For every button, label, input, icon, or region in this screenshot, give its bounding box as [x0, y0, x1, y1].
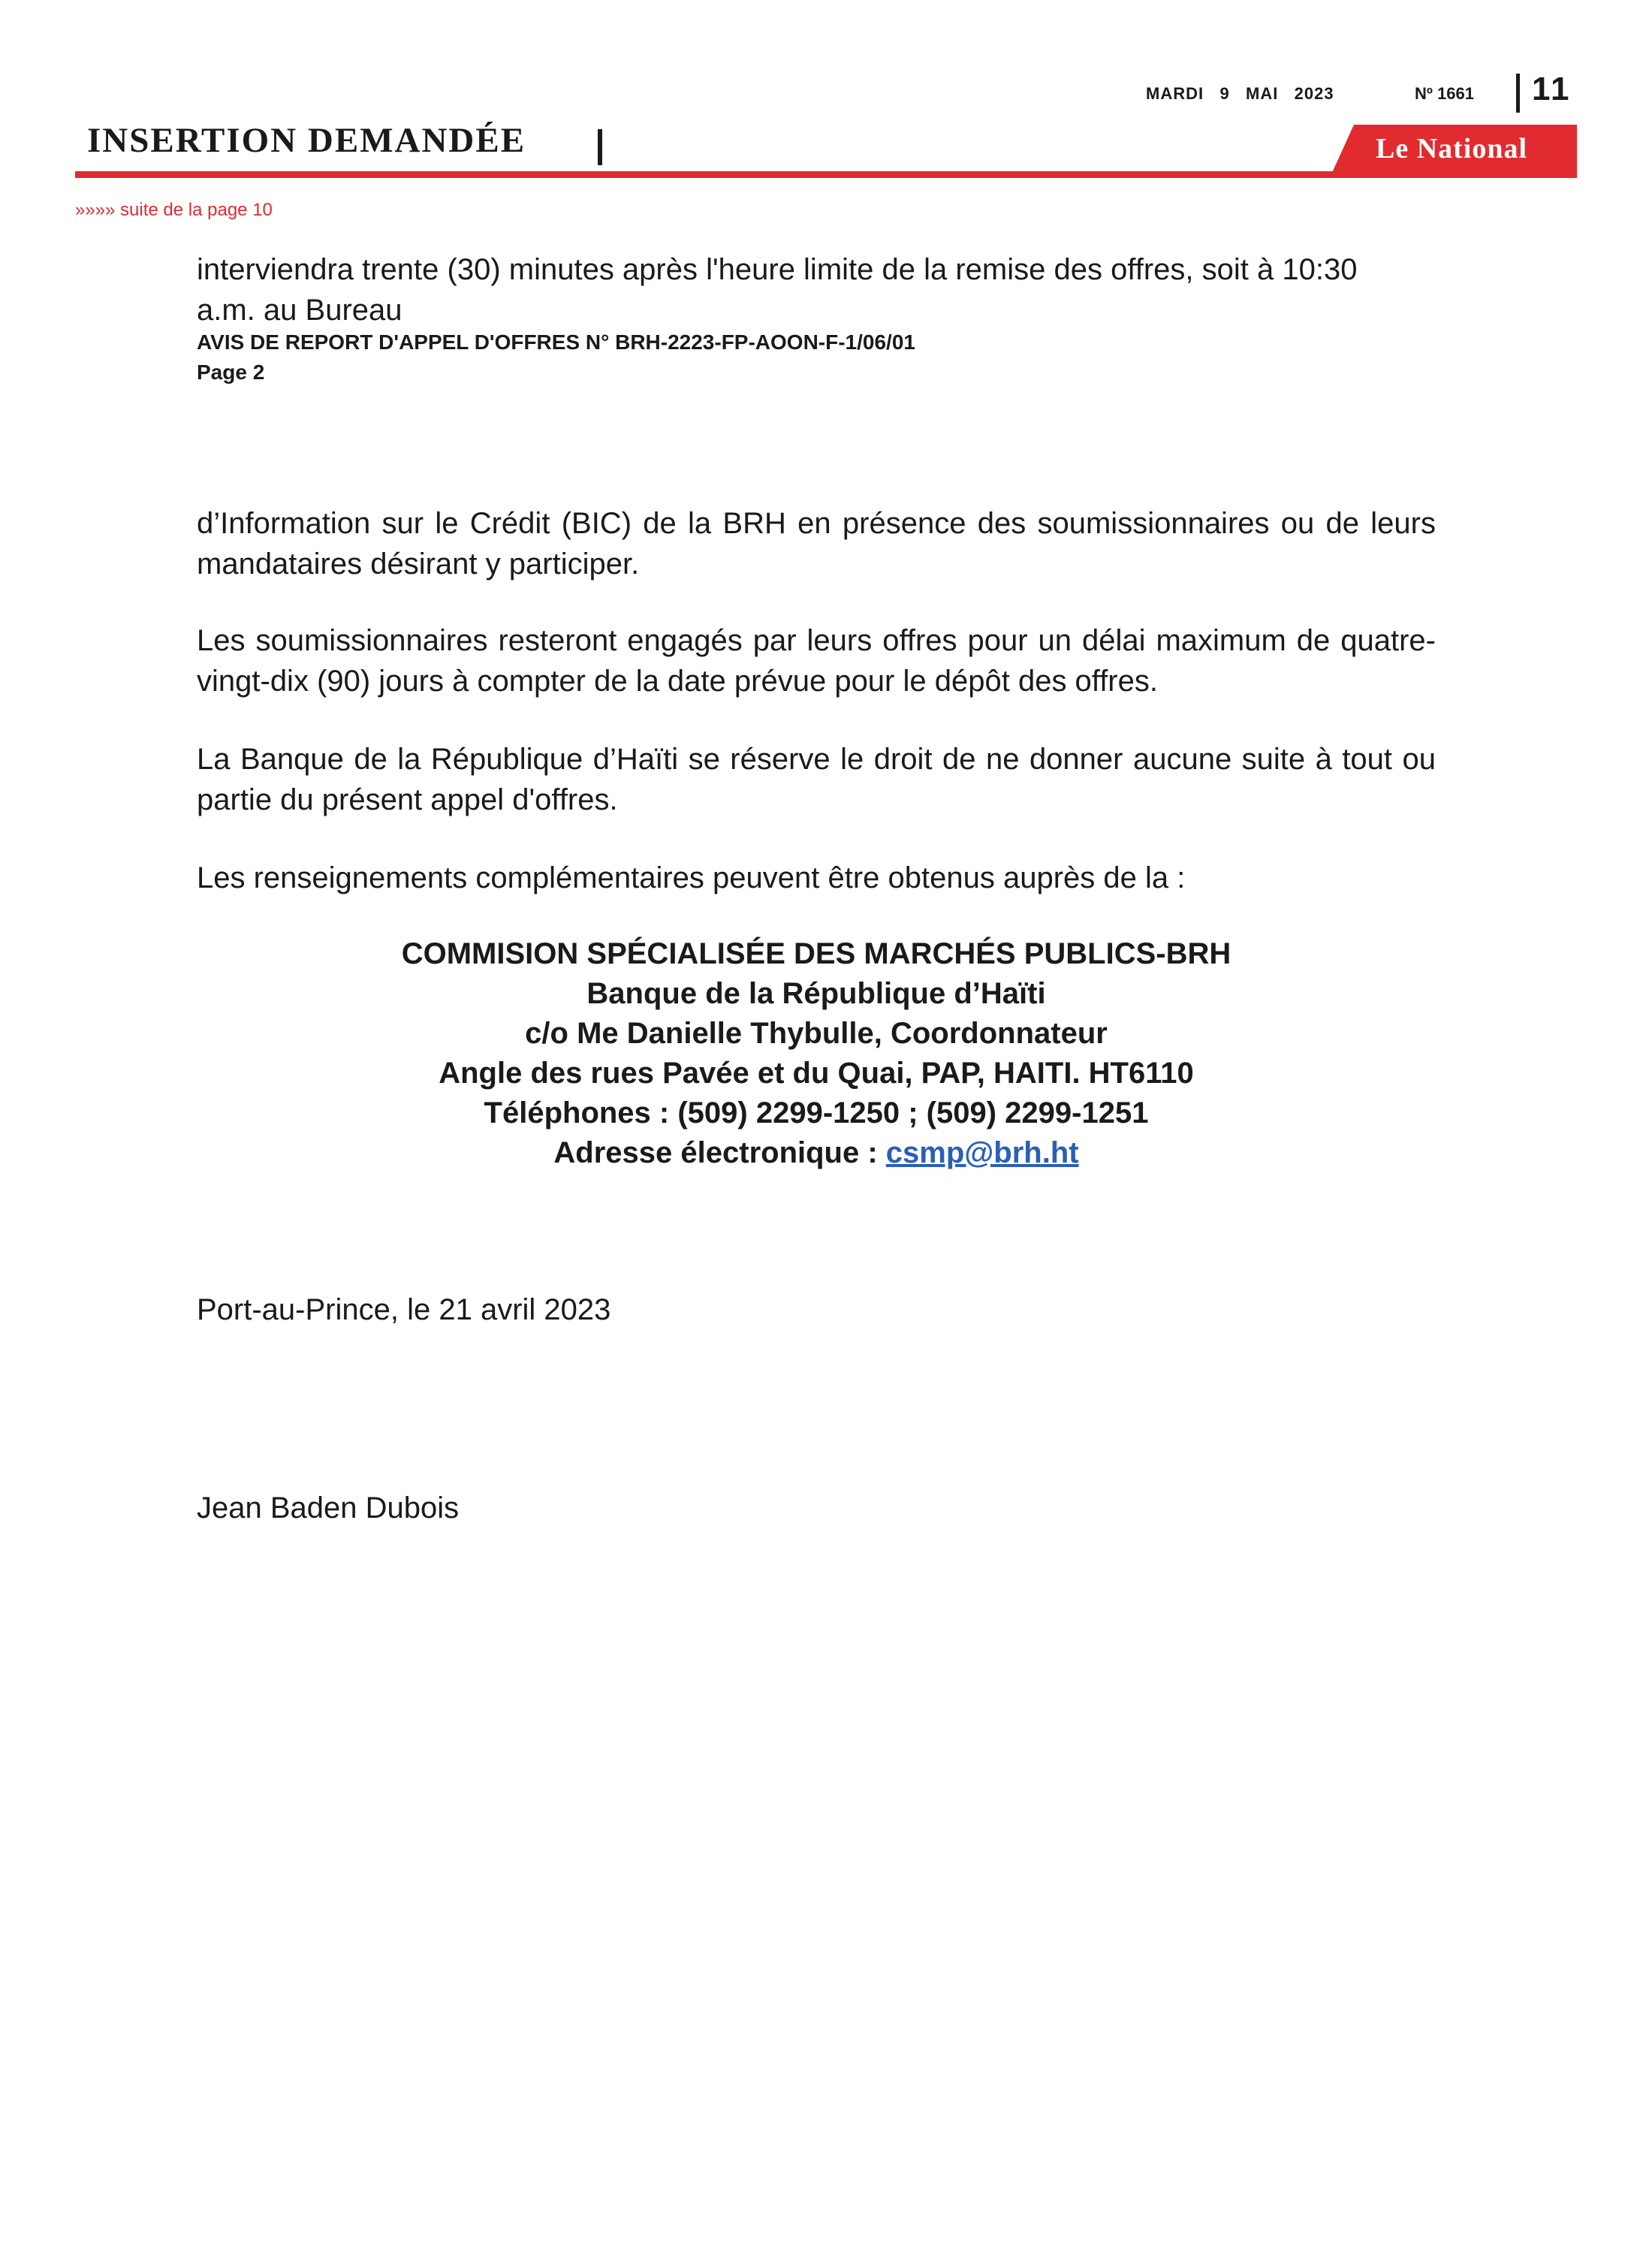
place-and-date: Port-au-Prince, le 21 avril 2023: [197, 1293, 611, 1326]
intro-line-1: interviendra trente (30) minutes après l'heure limite de la remise des offres, soit à 10:30: [197, 253, 1358, 286]
paragraph-info: Les renseignements complémentaires peuvent être obtenus auprès de la :: [197, 861, 1186, 894]
issue-number: Nº 1661: [1415, 84, 1474, 103]
contact-phones: Téléphones : (509) 2299-1250 ; (509) 2299-1251: [484, 1096, 1149, 1130]
paragraph-opening: d’Information sur le Crédit (BIC) de la BRH en présence des soumissionnaires ou de leurs mandataires désirant y participer.: [197, 507, 1436, 581]
signatory-name: Jean Baden Dubois: [197, 1491, 460, 1525]
contact-email-line: [197, 1133, 1436, 1173]
newspaper-logo: Le National: [1376, 133, 1528, 164]
contact-email-link[interactable]: csmp@brh.ht: [885, 1136, 1079, 1169]
section-title-divider: [598, 129, 602, 165]
issue-date: MARDI 9 MAI 2023: [1146, 84, 1334, 103]
paragraph-validity: Les soumissionnaires resteront engagés par leurs offres pour un délai maximum de quatre-vingt-dix (90) jours à compter de la date prévue pour le dépôt des offres.: [197, 624, 1436, 698]
contact-email-label: Adresse électronique :: [553, 1136, 886, 1169]
page-number-divider: [1516, 74, 1520, 113]
contact-organization: COMMISION SPÉCIALISÉE DES MARCHÉS PUBLICS-BRH: [401, 937, 1231, 970]
contact-address: Angle des rues Pavée et du Quai, PAP, HAITI. HT6110: [439, 1057, 1194, 1090]
page-label: Page 2: [197, 360, 265, 384]
continued-from-link[interactable]: »»»» suite de la page 10: [75, 200, 273, 220]
contact-care-of: c/o Me Danielle Thybulle, Coordonnateur: [525, 1017, 1108, 1050]
page-number: 11: [1532, 71, 1572, 107]
tender-reference: AVIS DE REPORT D'APPEL D'OFFRES N° BRH-2223-FP-AOON-F-1/06/01: [197, 330, 915, 354]
paragraph-reservation: La Banque de la République d’Haïti se réserve le droit de ne donner aucune suite à tout ou partie du présent appel d'offres.: [197, 743, 1436, 816]
contact-bank: Banque de la République d’Haïti: [586, 977, 1046, 1010]
section-title: INSERTION DEMANDÉE: [87, 121, 526, 160]
contact-block: [197, 934, 1436, 1173]
intro-line-2: a.m. au Bureau: [197, 294, 402, 327]
